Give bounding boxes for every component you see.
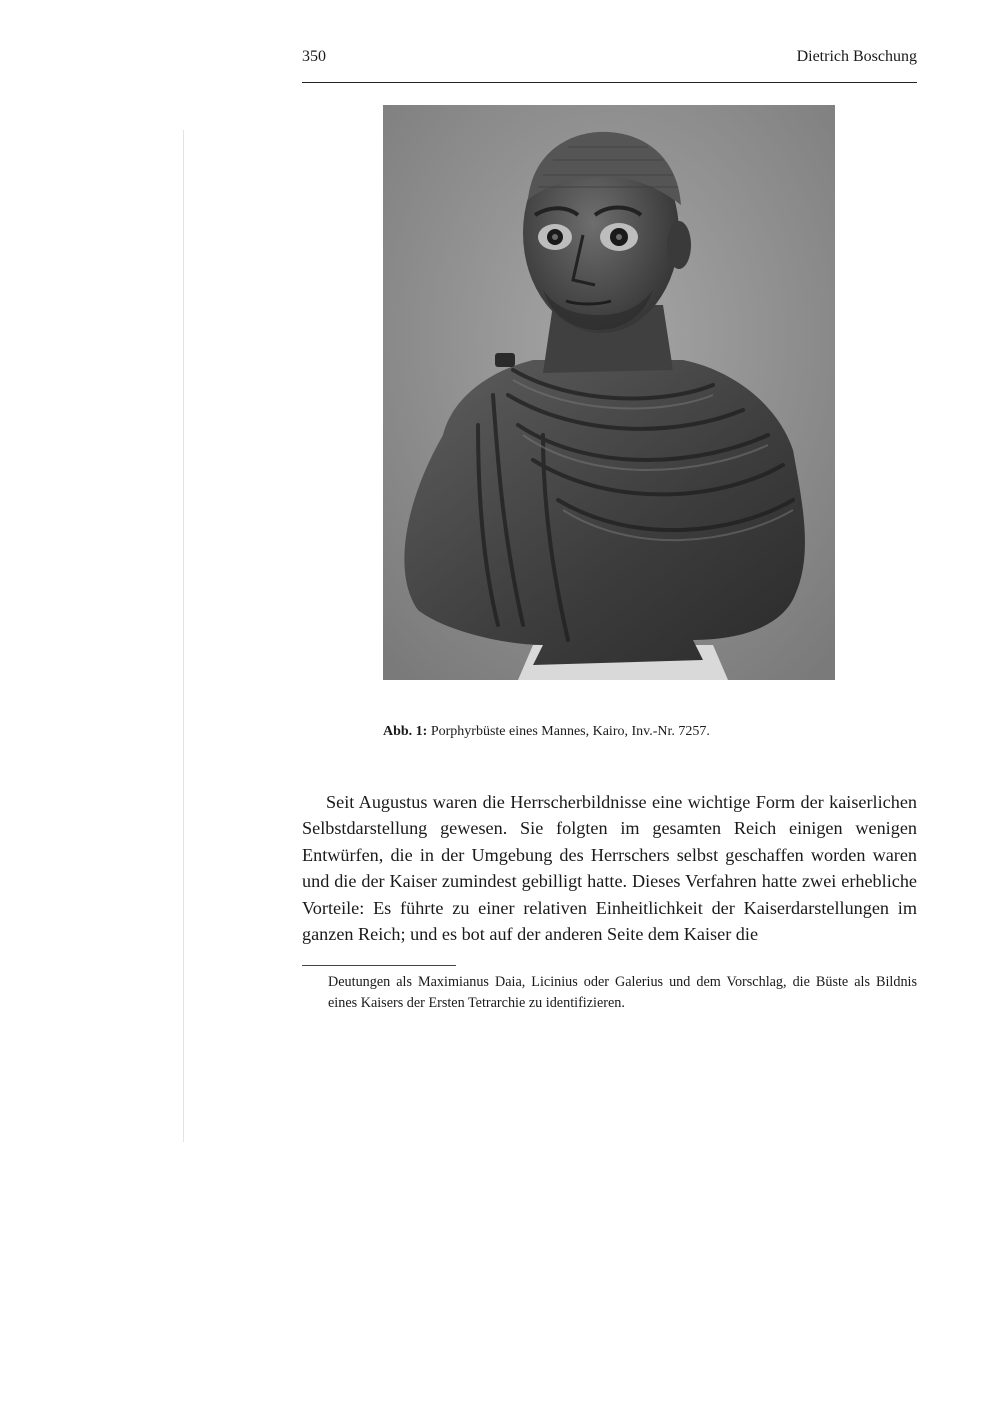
- page-edge-line: [183, 130, 184, 1142]
- header-rule: [302, 82, 917, 83]
- running-author: Dietrich Boschung: [796, 48, 917, 65]
- caption-label: Abb. 1:: [383, 724, 428, 739]
- body-paragraph: Seit Augustus waren die Herrscherbildnisse eine wichtige Form der kaiserlichen Selbstdarstellung gewesen. Sie folgten im gesamten Reich einigen wenigen Entwürfen, die in der Umgebung des Herrschers selbst geschaffen worden waren und die der Kaiser zumindest gebilligt hatte. Dieses Verfahren hatte zwei erhebliche Vorteile: Es führte zu einer relativen Einheitlichkeit der Kaiserdarstellungen im ganzen Reich; und es bot auf der anderen Seite dem Kaiser die: [302, 792, 917, 945]
- footnote: Deutungen als Maximianus Daia, Licinius oder Galerius und dem Vorschlag, die Büste als Bildnis eines Kaisers der Ersten Tetrarchie zu identifizieren.: [328, 974, 917, 1011]
- caption-text: Porphyrbüste eines Mannes, Kairo, Inv.-Nr. 7257.: [430, 724, 710, 739]
- page-number: 350: [302, 48, 326, 65]
- bust-photo-image: [383, 105, 835, 680]
- figure-caption: [383, 724, 710, 740]
- figure-photo: [383, 105, 835, 680]
- footnote-rule: [302, 965, 456, 966]
- running-header: [302, 48, 917, 70]
